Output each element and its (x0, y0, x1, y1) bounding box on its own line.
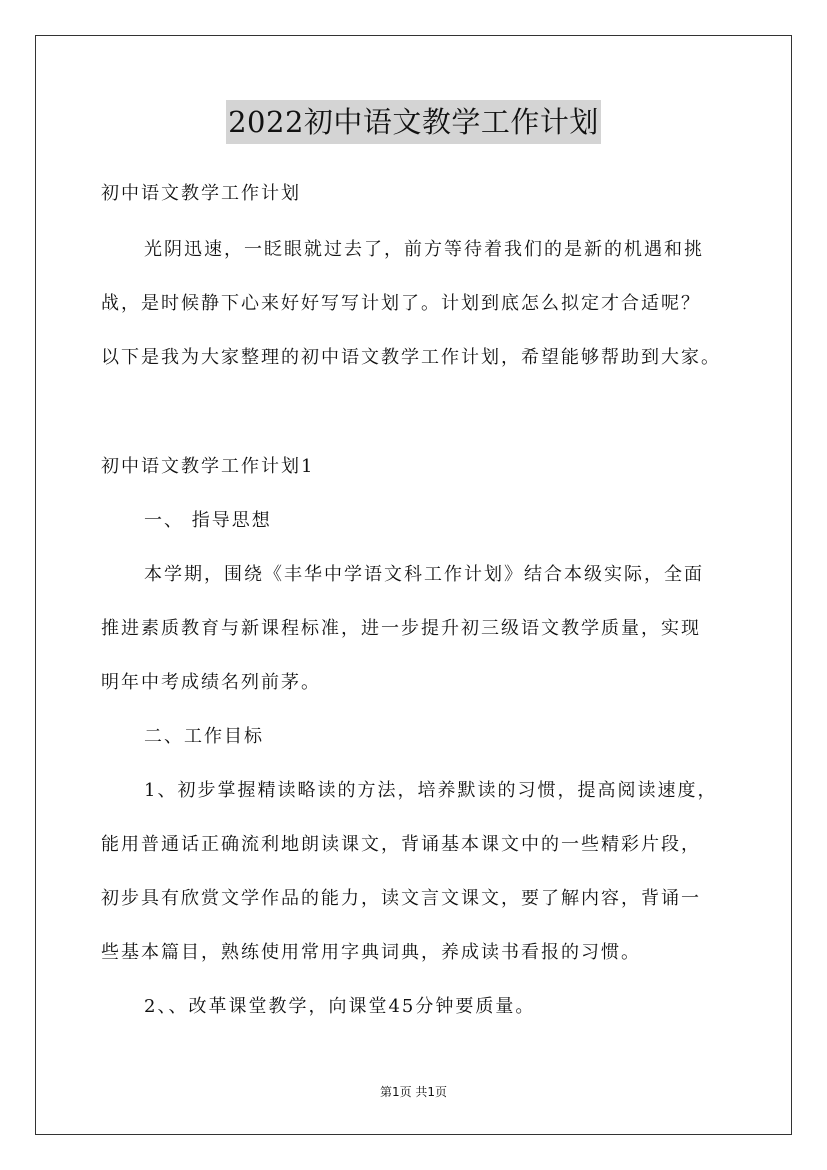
section-heading: 初中语文教学工作计划1 (101, 456, 315, 477)
subtitle-line: 初中语文教学工作计划 (101, 183, 301, 204)
subsection-heading: 二、工作目标 (144, 726, 264, 747)
page-footer: 第1页 共1页 (379, 1085, 448, 1099)
paragraph-line: 战，是时候静下心来好好写写计划了。计划到底怎么拟定才合适呢？ (101, 293, 701, 314)
paragraph-line: 2、、改革课堂教学，向课堂45分钟要质量。 (144, 996, 536, 1017)
document-title: 2022初中语文教学工作计划 (226, 100, 601, 144)
subsection-heading: 一、 指导思想 (144, 510, 272, 531)
paragraph-line: 推进素质教育与新课程标准，进一步提升初三级语文教学质量，实现 (101, 618, 701, 639)
title-block (0, 100, 827, 144)
paragraph-line: 光阴迅速，一眨眼就过去了，前方等待着我们的是新的机遇和挑 (144, 239, 704, 260)
paragraph-line: 初步具有欣赏文学作品的能力，读文言文课文，要了解内容，背诵一 (101, 888, 701, 909)
paragraph-line: 明年中考成绩名列前茅。 (101, 672, 321, 693)
paragraph-line: 些基本篇目，熟练使用常用字典词典，养成读书看报的习惯。 (101, 942, 641, 963)
paragraph-line: 以下是我为大家整理的初中语文教学工作计划，希望能够帮助到大家。 (101, 347, 721, 368)
paragraph-line: 能用普通话正确流利地朗读课文，背诵基本课文中的一些精彩片段， (101, 834, 701, 855)
paragraph-line: 1、初步掌握精读略读的方法，培养默读的习惯，提高阅读速度， (144, 780, 718, 801)
paragraph-line: 本学期，围绕《丰华中学语文科工作计划》结合本级实际，全面 (144, 564, 704, 585)
